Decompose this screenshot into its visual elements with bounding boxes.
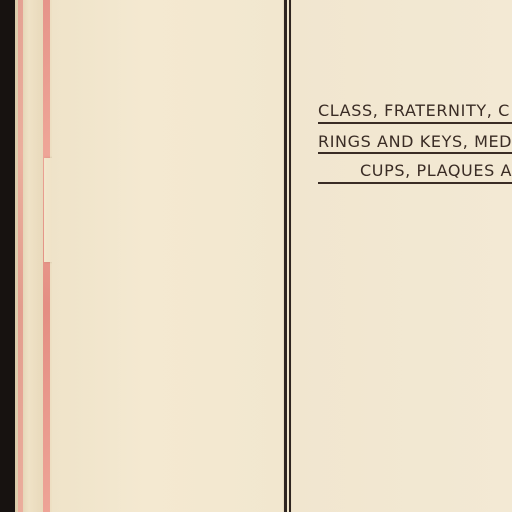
left-page	[52, 0, 285, 512]
underline-rule	[318, 182, 512, 184]
underline-rule	[318, 122, 512, 124]
vertical-rule	[289, 0, 291, 512]
catalog-line-3: CUPS, PLAQUES A	[360, 161, 512, 180]
vertical-rule	[284, 0, 287, 512]
right-page	[292, 0, 512, 512]
catalog-line-1: CLASS, FRATERNITY, C	[318, 101, 510, 120]
underline-rule	[318, 152, 512, 154]
catalog-line-2: RINGS AND KEYS, MED	[318, 132, 512, 151]
red-stained-edge	[18, 0, 23, 512]
